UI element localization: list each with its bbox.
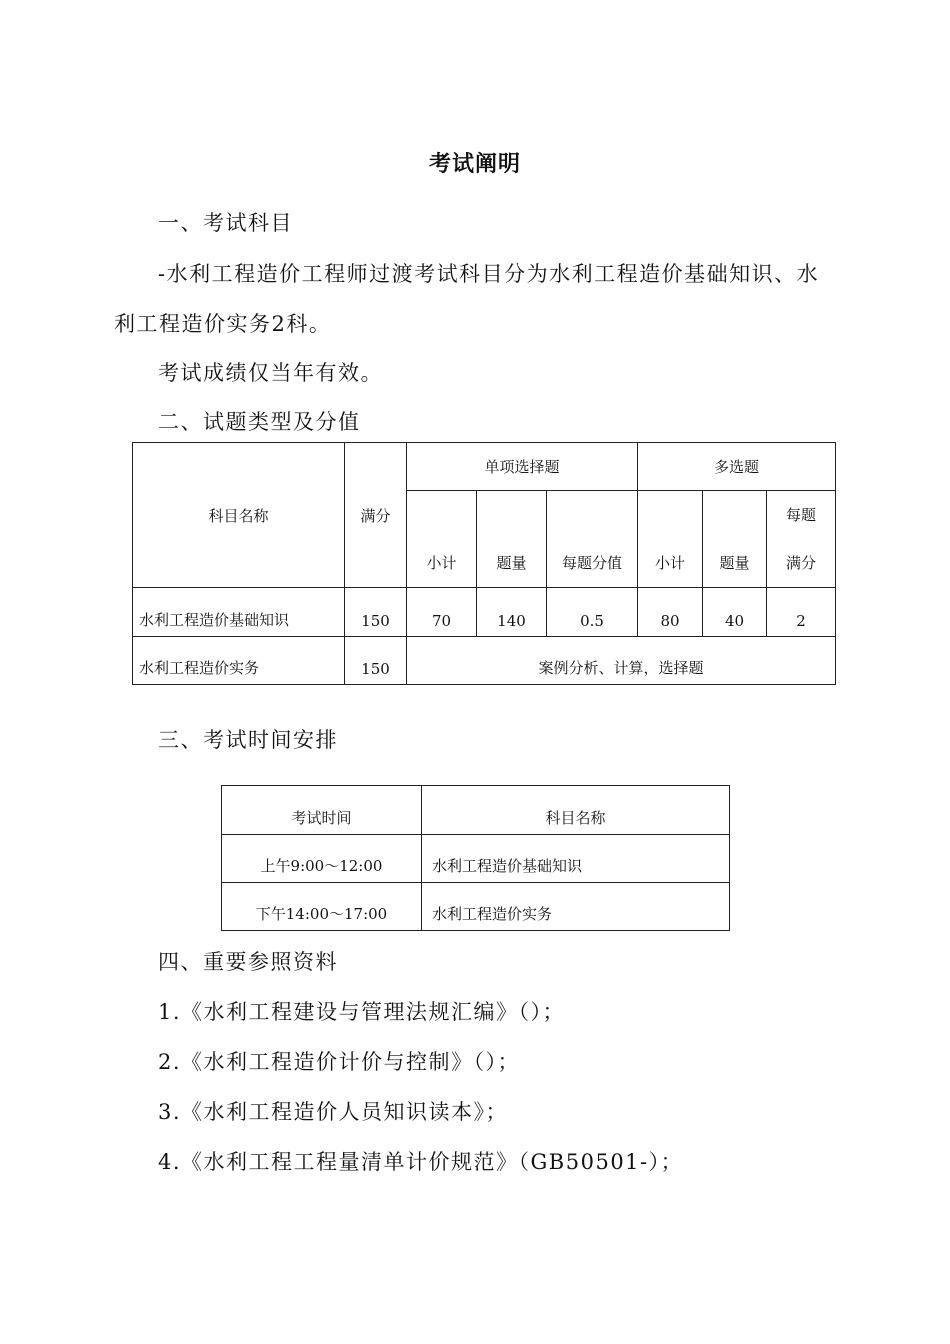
cell-full-score: 150 [345,588,407,637]
header-multi-choice: 多选题 [638,443,836,491]
reference-item: 2.《水利工程造价计价与控制》（）； [158,1050,521,1074]
header-single-choice: 单项选择题 [407,443,638,491]
paragraph-validity: 考试成绩仅当年有效。 [158,361,383,385]
cell-subject: 水利工程造价基础知识 [133,588,345,637]
cell-subject: 水利工程造价实务 [133,637,345,685]
table-row [133,637,836,685]
cell-single-count: 140 [477,588,547,637]
reference-item: 3.《水利工程造价人员知识读本》； [158,1100,509,1124]
header-subject-name: 科目名称 [422,786,730,835]
cell-exam-time: 上午9:00～12:00 [222,835,422,883]
cell-question-type-note: 案例分析、计算，选择题 [407,637,836,685]
paragraph-subjects-line1: -水利工程造价工程师过渡考试科目分为水利工程造价基础知识、水 [158,262,820,286]
header-exam-time: 考试时间 [222,786,422,835]
cell-multi-per-full: 2 [767,588,836,637]
header-multi-subtotal: 小计 [638,491,703,588]
score-table [132,442,836,685]
cell-single-subtotal: 70 [407,588,477,637]
cell-subject: 水利工程造价基础知识 [422,835,730,883]
section-heading-references: 四、重要参照资料 [158,950,338,974]
cell-multi-subtotal: 80 [638,588,703,637]
header-single-count: 题量 [477,491,547,588]
table-row [222,835,730,883]
reference-item: 4.《水利工程工程量清单计价规范》（GB50501-）； [158,1150,684,1174]
document-title: 考试阐明 [428,152,521,177]
section-heading-schedule: 三、考试时间安排 [158,728,338,752]
section-heading-subjects: 一、考试科目 [158,211,293,235]
cell-full-score: 150 [345,637,407,685]
schedule-table [221,785,730,931]
header-single-per-score: 每题分值 [547,491,638,588]
header-full-score: 满分 [345,443,407,588]
header-multi-per-full-line1: 每题 [786,506,817,524]
header-subject-name: 科目名称 [133,443,345,588]
header-single-subtotal: 小计 [407,491,477,588]
cell-exam-time: 下午14:00～17:00 [222,883,422,931]
header-multi-per-full-line2: 满分 [786,554,817,572]
header-multi-per-full [767,491,836,588]
cell-subject: 水利工程造价实务 [422,883,730,931]
cell-multi-count: 40 [703,588,767,637]
table-row [222,883,730,931]
table-row [133,588,836,637]
section-heading-question-types: 二、试题类型及分值 [158,410,361,434]
reference-item: 1.《水利工程建设与管理法规汇编》（）； [158,1000,566,1024]
header-multi-count: 题量 [703,491,767,588]
paragraph-subjects-line2: 利工程造价实务2科。 [114,312,332,336]
cell-single-per-score: 0.5 [547,588,638,637]
